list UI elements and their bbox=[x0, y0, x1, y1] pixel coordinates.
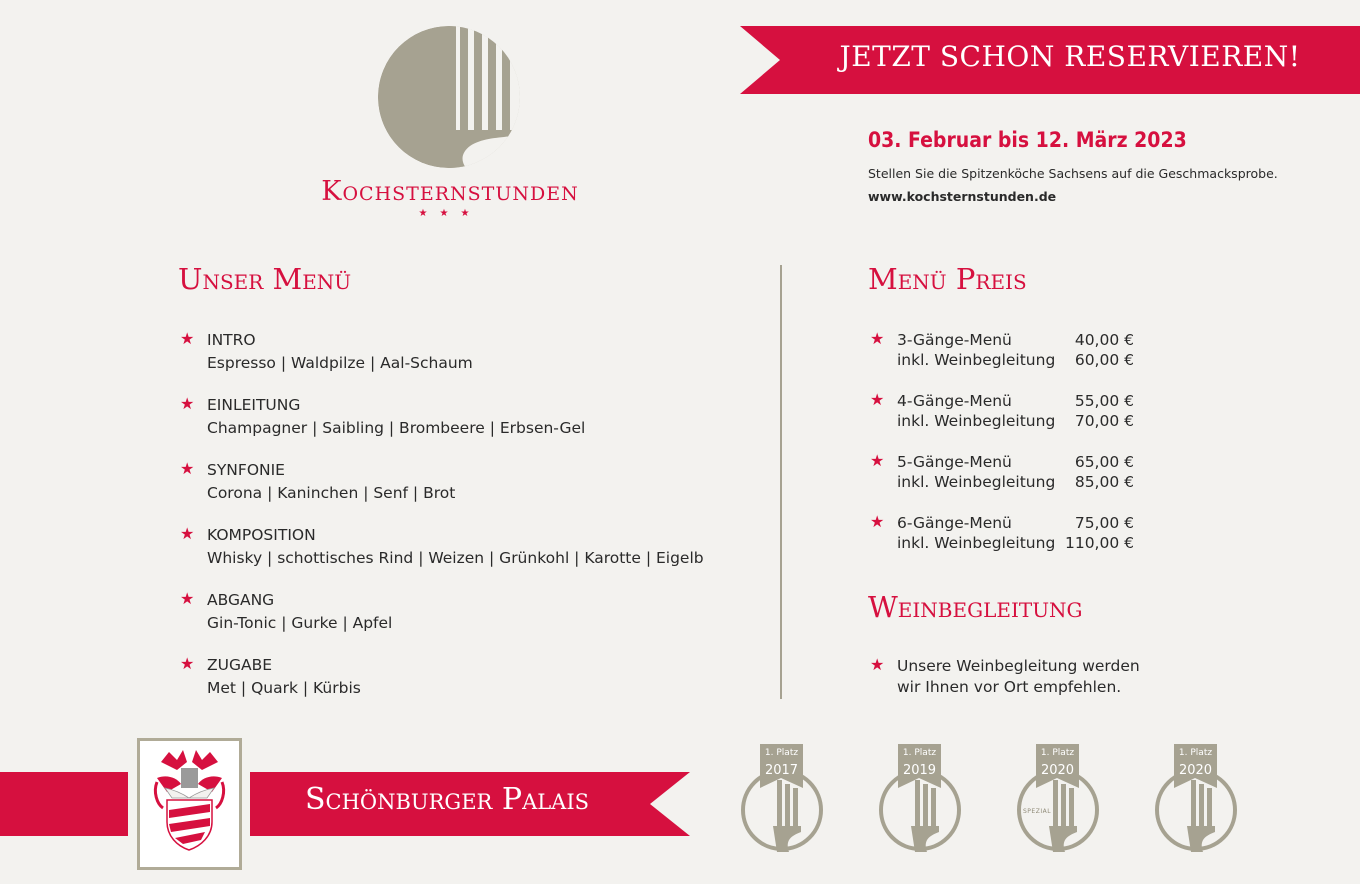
wine-heading: Weinbegleitung bbox=[868, 590, 1083, 624]
price-label: 6-Gänge-Menü bbox=[897, 514, 1012, 532]
course-name: KOMPOSITION bbox=[207, 526, 316, 544]
course-name: SYNFONIE bbox=[207, 461, 285, 479]
star-icon: ★ bbox=[180, 524, 195, 543]
course-dishes: Gin-Tonic | Gurke | Apfel bbox=[207, 614, 393, 632]
kochsternstunden-logo-icon bbox=[378, 26, 520, 168]
venue-name: Schönburger Palais bbox=[304, 782, 590, 817]
price-item bbox=[870, 452, 1140, 496]
course-name: ZUGABE bbox=[207, 656, 273, 674]
star-icon: ★ bbox=[180, 654, 195, 673]
course-dishes: Met | Quark | Kürbis bbox=[207, 679, 361, 697]
wine-note-line1: Unsere Weinbegleitung werden bbox=[897, 657, 1140, 675]
wine-price-value: 85,00 € bbox=[1074, 473, 1134, 491]
course-name: EINLEITUNG bbox=[207, 396, 301, 414]
wine-price-value: 70,00 € bbox=[1074, 412, 1134, 430]
star-icon: ★ bbox=[870, 451, 885, 470]
award-year: 2019 bbox=[902, 763, 937, 778]
award-rank: 1. Platz bbox=[764, 748, 799, 758]
award-rank: 1. Platz bbox=[1178, 748, 1213, 758]
column-divider bbox=[780, 265, 782, 699]
award-badge bbox=[737, 740, 827, 855]
price-value: 65,00 € bbox=[1074, 453, 1134, 471]
star-icon: ★ bbox=[870, 512, 885, 531]
award-badge bbox=[1013, 740, 1103, 855]
star-icon: ★ bbox=[180, 589, 195, 608]
award-year: 2017 bbox=[764, 763, 799, 778]
wine-note bbox=[870, 656, 1170, 700]
coat-of-arms-icon bbox=[147, 748, 232, 860]
logo-title: Kochsternstunden bbox=[321, 176, 579, 207]
wine-price-label: inkl. Weinbegleitung bbox=[897, 534, 1056, 552]
star-icon: ★ bbox=[180, 394, 195, 413]
tagline: Stellen Sie die Spitzenköche Sachsens auf die Geschmacksprobe. bbox=[868, 166, 1278, 181]
price-value: 55,00 € bbox=[1074, 392, 1134, 410]
price-value: 75,00 € bbox=[1074, 514, 1134, 532]
award-year: 2020 bbox=[1178, 763, 1213, 778]
wine-price-value: 110,00 € bbox=[1064, 534, 1134, 552]
award-special: SPEZIAL bbox=[1023, 808, 1052, 815]
website-link[interactable]: www.kochsternstunden.de bbox=[868, 189, 1057, 204]
star-icon: ★ bbox=[870, 390, 885, 409]
price-label: 4-Gänge-Menü bbox=[897, 392, 1012, 410]
star-icon: ★ bbox=[870, 329, 885, 348]
star-icon: ★ bbox=[870, 655, 885, 674]
award-badge bbox=[875, 740, 965, 855]
award-rank: 1. Platz bbox=[1040, 748, 1075, 758]
award-badge bbox=[1151, 740, 1241, 855]
price-item bbox=[870, 391, 1140, 435]
price-value: 40,00 € bbox=[1074, 331, 1134, 349]
award-rank: 1. Platz bbox=[902, 748, 937, 758]
course-dishes: Espresso | Waldpilze | Aal-Schaum bbox=[207, 354, 473, 372]
footer-left-bar bbox=[0, 772, 128, 836]
price-item bbox=[870, 513, 1140, 557]
course-name: ABGANG bbox=[207, 591, 275, 609]
wine-price-label: inkl. Weinbegleitung bbox=[897, 473, 1056, 491]
reserve-banner-text[interactable]: JETZT SCHON RESERVIEREN! bbox=[839, 40, 1301, 73]
price-heading: Menü Preis bbox=[868, 262, 1027, 296]
event-date: 03. Februar bis 12. März 2023 bbox=[868, 128, 1187, 152]
course-dishes: Corona | Kaninchen | Senf | Brot bbox=[207, 484, 456, 502]
menu-heading: Unser Menü bbox=[178, 262, 352, 296]
course-dishes: Whisky | schottisches Rind | Weizen | Grünkohl | Karotte | Eigelb bbox=[207, 549, 704, 567]
price-label: 3-Gänge-Menü bbox=[897, 331, 1012, 349]
star-icon: ★ bbox=[180, 459, 195, 478]
wine-price-label: inkl. Weinbegleitung bbox=[897, 351, 1056, 369]
star-icon: ★ bbox=[180, 329, 195, 348]
price-label: 5-Gänge-Menü bbox=[897, 453, 1012, 471]
price-item bbox=[870, 330, 1140, 374]
logo-stars: ★★★ bbox=[418, 208, 482, 219]
wine-note-line2: wir Ihnen vor Ort empfehlen. bbox=[897, 678, 1122, 696]
course-dishes: Champagner | Saibling | Brombeere | Erbsen-Gel bbox=[207, 419, 586, 437]
wine-price-value: 60,00 € bbox=[1074, 351, 1134, 369]
course-name: INTRO bbox=[207, 331, 256, 349]
wine-price-label: inkl. Weinbegleitung bbox=[897, 412, 1056, 430]
award-year: 2020 bbox=[1040, 763, 1075, 778]
